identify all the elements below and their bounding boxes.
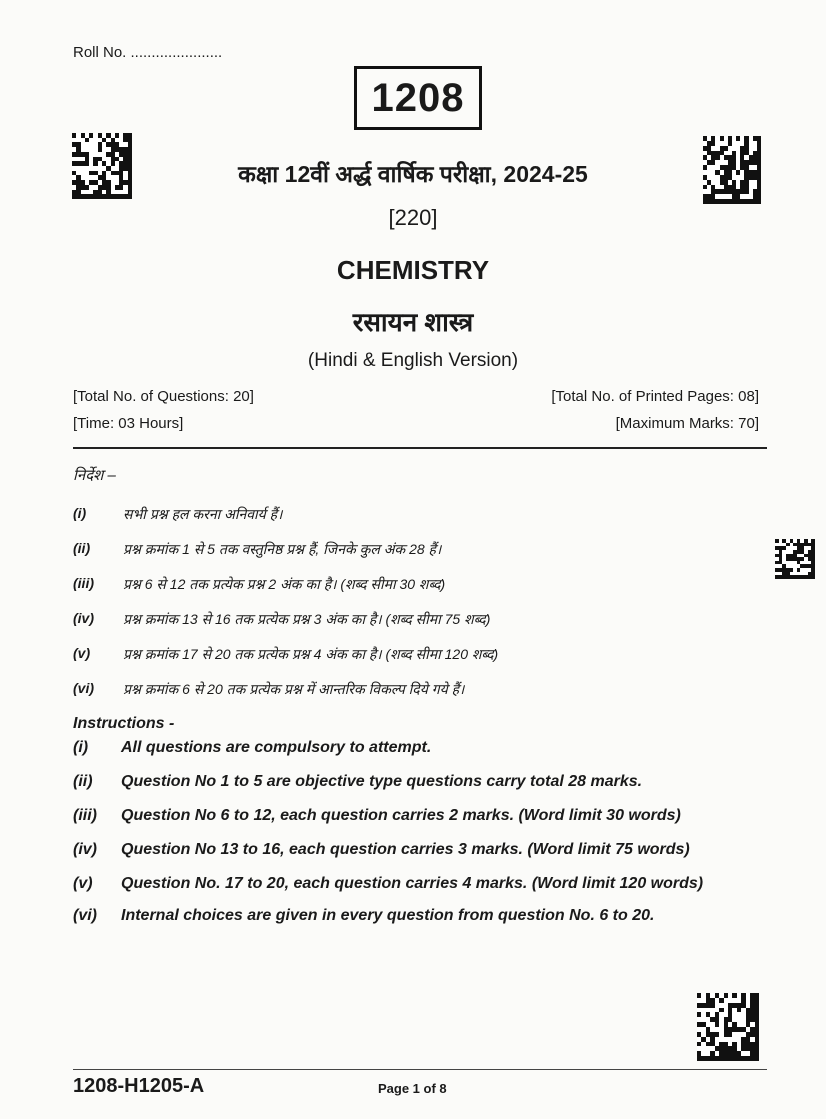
barcode-bottom-icon [697, 993, 759, 1061]
item-number: (iii) [73, 807, 97, 824]
english-instructions-heading: Instructions - [73, 715, 175, 732]
item-text: प्रश्न क्रमांक 1 से 5 तक वस्तुनिष्ठ प्रश्न हैं, जिनके कुल अंक 28 हैं। [123, 541, 442, 557]
item-text: All questions are compulsory to attempt. [121, 739, 432, 756]
hindi-instruction-item [73, 505, 282, 524]
item-number: (iv) [73, 610, 94, 626]
english-instruction-item [73, 773, 642, 791]
english-instruction-item [73, 875, 703, 893]
version-note: (Hindi & English Version) [307, 350, 519, 371]
footer-divider [73, 1069, 767, 1070]
english-instruction-item [73, 807, 681, 825]
paper-code: 1208 [371, 75, 465, 120]
subject-title-english: CHEMISTRY [336, 255, 490, 285]
header-divider [73, 447, 767, 449]
item-number: (v) [73, 645, 91, 661]
item-number: (v) [73, 875, 93, 892]
hindi-instruction-item [73, 575, 445, 594]
item-number: (iv) [73, 841, 97, 858]
maximum-marks: [Maximum Marks: 70] [615, 415, 759, 432]
item-text: Question No 6 to 12, each question carries 2 marks. (Word limit 30 words) [121, 807, 681, 824]
hindi-instruction-item [73, 645, 498, 664]
english-instruction-item [73, 841, 690, 859]
item-number: (vi) [73, 907, 97, 924]
item-number: (iii) [73, 575, 94, 591]
exam-title: कक्षा 12वीं अर्द्ध वार्षिक परीक्षा, 2024-25 [238, 161, 588, 187]
item-number: (vi) [73, 680, 94, 696]
total-questions: [Total No. of Questions: 20] [73, 388, 254, 405]
time-allowed: [Time: 03 Hours] [73, 415, 184, 432]
item-text: Question No 13 to 16, each question carries 3 marks. (Word limit 75 words) [121, 841, 690, 858]
booklet-code: 1208-H1205-A [73, 1075, 205, 1097]
item-number: (i) [73, 739, 89, 756]
item-text: प्रश्न 6 से 12 तक प्रत्येक प्रश्न 2 अंक का है। (शब्द सीमा 30 शब्द) [123, 576, 446, 592]
item-text: प्रश्न क्रमांक 17 से 20 तक प्रत्येक प्रश्न 4 अंक का है। (शब्द सीमा 120 शब्द) [123, 646, 499, 662]
roll-number-label: Roll No. ...................... [73, 44, 223, 61]
hindi-instruction-item [73, 680, 464, 699]
hindi-instruction-item [73, 610, 490, 629]
item-text: प्रश्न क्रमांक 13 से 16 तक प्रत्येक प्रश्न 3 अंक का है। (शब्द सीमा 75 शब्द) [123, 611, 491, 627]
item-text: प्रश्न क्रमांक 6 से 20 तक प्रत्येक प्रश्न में आन्तरिक विकल्प दिये गये हैं। [123, 681, 465, 697]
item-text: Internal choices are given in every question from question No. 6 to 20. [121, 907, 655, 924]
english-instruction-item [73, 739, 431, 757]
total-printed-pages: [Total No. of Printed Pages: 08] [551, 388, 759, 405]
item-text: Question No 1 to 5 are objective type questions carry total 28 marks. [121, 773, 643, 790]
paper-code-box [354, 66, 482, 130]
page-number: Page 1 of 8 [378, 1081, 447, 1096]
item-text: सभी प्रश्न हल करना अनिवार्य हैं। [123, 506, 283, 522]
item-number: (ii) [73, 540, 91, 556]
subject-code: [220] [388, 205, 438, 230]
item-number: (ii) [73, 773, 93, 790]
item-text: Question No. 17 to 20, each question carries 4 marks. (Word limit 120 words) [121, 875, 704, 892]
item-number: (i) [73, 505, 87, 521]
english-instruction-item [73, 907, 654, 925]
qr-code-side-icon [775, 539, 815, 579]
hindi-instruction-item [73, 540, 441, 559]
subject-title-hindi: रसायन शास्त्र [352, 307, 474, 337]
hindi-instructions-heading: निर्देश – [73, 467, 116, 484]
